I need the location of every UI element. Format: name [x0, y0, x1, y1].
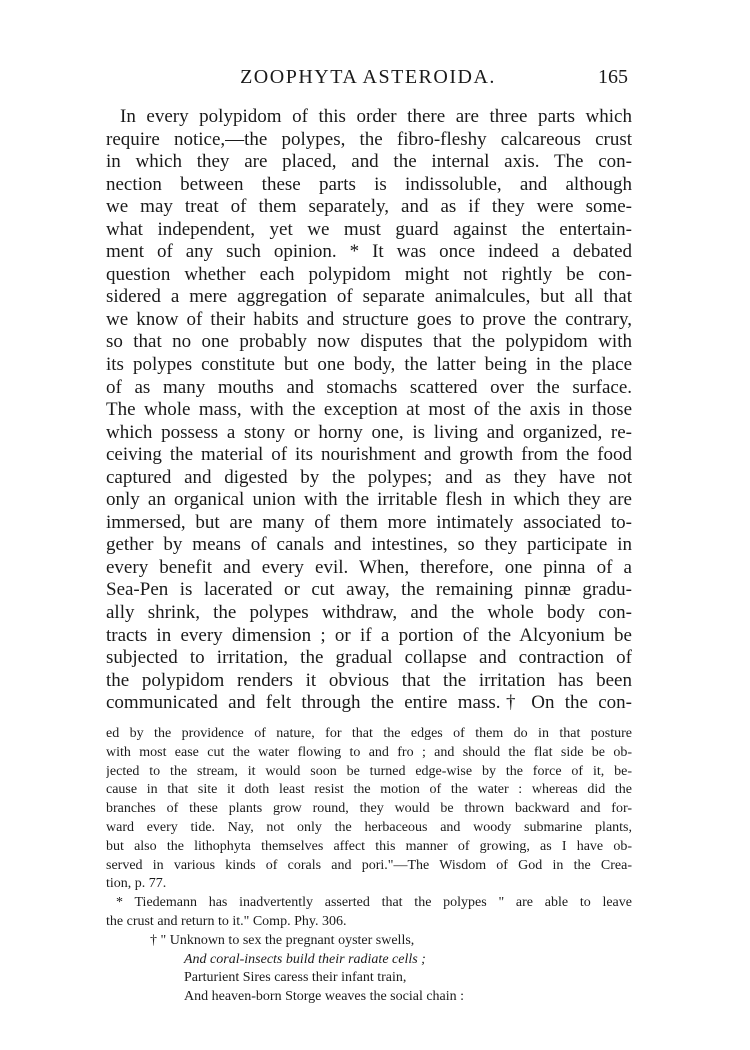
text-line: Sea-Pen is lacerated or cut away, the remaining pinnæ gradu- — [106, 579, 632, 601]
text-line: question whether each polypidom might not rightly be con- — [106, 263, 632, 285]
text-line: tracts in every dimension ; or if a portion of the Alcyonium be — [106, 624, 632, 646]
text-line: in which they are placed, and the internal axis. The con- — [106, 151, 632, 173]
footnote-line: tion, p. 77. — [106, 876, 167, 892]
footnote-line: cause in that site it doth least resist the motion of the water : whereas did the — [106, 782, 632, 798]
text-line: which possess a stony or horny one, is living and organized, re- — [106, 421, 632, 443]
footnote-line: ward every tide. Nay, not only the herbaceous and woody submarine plants, — [106, 819, 632, 835]
text-line: In every polypidom of this order there are three parts which — [120, 106, 632, 127]
footnote-dagger-verse: And heaven-born Storge weaves the social chain : — [184, 989, 465, 1005]
footnotes — [106, 725, 632, 1007]
page-header — [108, 66, 628, 96]
text-line: of as many mouths and stomachs scattered over the surface. — [106, 376, 632, 398]
footnote-line: branches of these plants grow round, they would be thrown backward and for- — [106, 801, 632, 817]
footnote-line: served in various kinds of corals and pori."—The Wisdom of God in the Crea- — [106, 857, 632, 873]
text-line: communicated and felt through the entire mass.† On the con- — [106, 692, 632, 714]
text-line: ceiving the material of its nourishment and growth from the food — [106, 444, 632, 466]
text-line: we know of their habits and structure goes to prove the contrary, — [106, 308, 632, 330]
text-line: only an organical union with the irritable flesh in which they are — [106, 489, 632, 511]
page-number: 165 — [598, 66, 628, 88]
footnote-star-line: * Tiedemann has inadvertently asserted that the polypes " are able to leave — [116, 895, 632, 911]
text-line: ally shrink, the polypes withdraw, and the whole body con- — [106, 602, 632, 624]
footnote-line: jected to the stream, it would soon be turned edge-wise by the force of it, be- — [106, 763, 632, 779]
text-line: sidered a mere aggregation of separate animalcules, but all that — [106, 286, 632, 308]
text-line: every benefit and every evil. When, therefore, one pinna of a — [106, 556, 632, 578]
text-line: immersed, but are many of them more intimately associated to- — [106, 511, 632, 533]
text-line: so that no one probably now disputes that the polypidom with — [106, 331, 632, 353]
text-line: gether by means of canals and intestines, so they participate in — [106, 534, 632, 556]
text-line: captured and digested by the polypes; and as they have not — [106, 466, 632, 488]
text-line: its polypes constitute but one body, the latter being in the place — [106, 354, 632, 376]
footnote-line: but also the lithophyta themselves affect this manner of growing, as I have ob- — [106, 838, 632, 854]
footnote-dagger-verse: Parturient Sires caress their infant train, — [184, 970, 407, 986]
text-line: we may treat of them separately, and as if they were some- — [106, 196, 632, 218]
text-line: what independent, yet we must guard against the entertain- — [106, 218, 632, 240]
main-text — [106, 106, 632, 715]
footnote-star-line: the crust and return to it." Comp. Phy. 306. — [106, 913, 347, 929]
footnote-line: with most ease cut the water flowing to and fro ; and should the flat side be ob- — [106, 744, 632, 760]
text-line: the polypidom renders it obvious that the irritation has been — [106, 669, 632, 691]
running-title: ZOOPHYTA ASTEROIDA. — [240, 66, 496, 88]
text-line: nection between these parts is indissoluble, and although — [106, 173, 632, 195]
text-line: The whole mass, with the exception at most of the axis in those — [106, 399, 632, 421]
footnote-line: ed by the providence of nature, for that the edges of them do in that posture — [106, 726, 632, 741]
footnote-dagger-verse: And coral-insects build their radiate cells ; — [184, 951, 426, 967]
text-line: subjected to irritation, the gradual collapse and contraction of — [106, 647, 632, 669]
footnote-dagger-verse: † " Unknown to sex the pregnant oyster swells, — [150, 932, 415, 948]
text-line: ment of any such opinion. * It was once indeed a debated — [106, 241, 632, 263]
text-line: require notice,—the polypes, the fibro-fleshy calcareous crust — [106, 128, 632, 150]
